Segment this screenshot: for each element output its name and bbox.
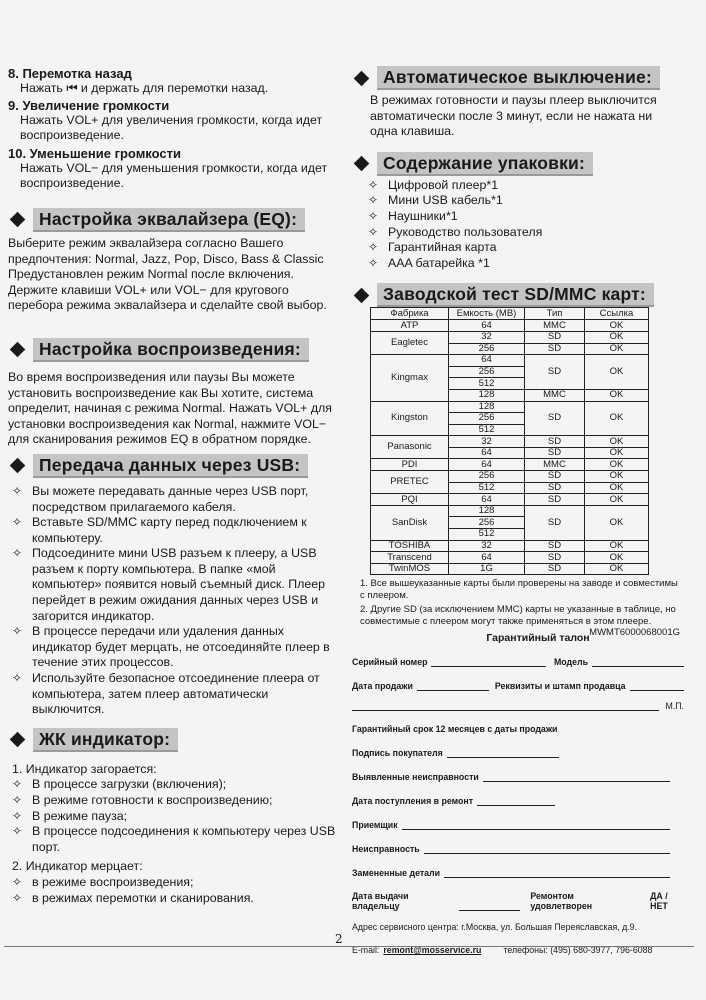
status-cell: OK (585, 563, 649, 575)
column-header: Фабрика (371, 308, 449, 320)
table-row (371, 401, 649, 413)
playback-heading (8, 338, 340, 362)
sparkle-bullet-icon: ✧ (12, 515, 23, 530)
status-cell: OK (585, 343, 649, 355)
capacity-cell: 128 (449, 401, 525, 413)
lcd-point-2: 2. Индикатор мерцает: (12, 859, 143, 874)
capacity-cell: 64 (449, 447, 525, 459)
factory-cell: TwinMOS (371, 563, 449, 575)
factory-cell: Kingmax (371, 355, 449, 401)
parts-label: Замененные детали (352, 868, 441, 878)
factory-cell: Transcend (371, 552, 449, 564)
list-item: ✧ Вставьте SD/MMC карту перед подключением к компьютеру. (12, 515, 307, 545)
diamond-bullet-icon (10, 732, 26, 748)
email-label: E-mail: (352, 945, 380, 955)
defects-label: Выявленные неисправности (352, 772, 479, 782)
sparkle-bullet-icon: ✧ (12, 546, 23, 561)
sparkle-bullet-icon: ✧ (12, 890, 23, 905)
sparkle-bullet-icon: ✧ (368, 240, 379, 255)
receiver-label: Приемщик (352, 820, 398, 830)
capacity-cell: 64 (449, 494, 525, 506)
yes-no-label: ДА /НЕТ (650, 891, 668, 911)
serial-label: Серийный номер (352, 657, 428, 667)
column-header: Тип (525, 308, 585, 320)
model-label: Модель (553, 657, 588, 667)
warranty-row-receiver (352, 819, 684, 830)
diamond-bullet-icon (10, 342, 26, 358)
table-row (371, 505, 649, 517)
capacity-cell: 128 (449, 389, 525, 401)
lcd-list-2 (8, 875, 340, 906)
sparkle-bullet-icon: ✧ (12, 483, 23, 498)
capacity-cell: 128 (449, 505, 525, 517)
list-item: ✧ Цифровой плеер*1 (368, 177, 499, 192)
capacity-cell: 512 (449, 482, 525, 494)
receiver-field[interactable] (402, 819, 670, 830)
type-cell: SD (525, 436, 585, 448)
list-item: ✧ В режиме пауза; (12, 808, 128, 823)
status-cell: OK (585, 459, 649, 471)
type-cell: SD (525, 355, 585, 390)
seller-field[interactable] (630, 680, 684, 691)
status-cell: OK (585, 494, 649, 506)
fault-label: Неисправность (352, 844, 420, 854)
warranty-row-repair (352, 795, 684, 806)
sparkle-bullet-icon: ✧ (12, 671, 23, 686)
type-cell: SD (525, 563, 585, 575)
lcd-point-1: 1. Индикатор загорается: (12, 761, 157, 776)
capacity-cell: 1G (449, 563, 525, 575)
warranty-row-stamp (352, 700, 684, 711)
capacity-cell: 512 (449, 378, 525, 390)
vol-up-text: Нажать VOL+ для увеличения громкости, когда идет воспроизведение. (20, 112, 323, 143)
list-item: ✧ В режиме готовности к воспроизведению; (12, 793, 273, 807)
column-header: Емкость (MB) (449, 308, 525, 320)
type-cell: SD (525, 471, 585, 483)
type-cell: SD (525, 343, 585, 355)
rewind-title: 8. Перемотка назад (8, 66, 132, 81)
sparkle-bullet-icon: ✧ (368, 177, 379, 192)
status-cell: OK (585, 482, 649, 494)
card-table-body (371, 320, 649, 575)
table-row (371, 355, 649, 367)
factory-cell: SanDisk (371, 505, 449, 540)
type-cell: SD (525, 540, 585, 552)
sparkle-bullet-icon: ✧ (368, 193, 379, 208)
table-row (371, 436, 649, 448)
sparkle-bullet-icon: ✧ (368, 255, 379, 270)
type-cell: SD (525, 331, 585, 343)
warranty-row-buyer (352, 747, 684, 758)
playback-text: Во время воспроизведения или паузы Вы можете установить воспроизведение как Вы хотите, система определит, начиная с режима Normal. Нажать VOL+ для установки воспроизведения как Normal, нажмите VOL− для сканирования режимов EQ в обратном порядке. (8, 369, 332, 447)
factory-cell: PQI (371, 494, 449, 506)
status-cell: OK (585, 320, 649, 332)
table-header-row (371, 308, 649, 320)
vol-down-text: Нажать VOL− для уменьшения громкости, когда идет воспроизведение. (20, 160, 328, 191)
warranty-row-serial (352, 656, 684, 667)
package-heading (352, 152, 682, 176)
type-cell: SD (525, 552, 585, 564)
rewind-text: Нажать ⏮ и держать для перемотки назад. (20, 81, 269, 95)
warranty-row-fault (352, 843, 684, 854)
list-item: ✧ В процессе загрузки (включения); (12, 777, 227, 792)
usb-list (8, 484, 340, 718)
model-field[interactable] (592, 656, 684, 667)
cards-note-2: 2. Другие SD (за исключением MMC) карты не указанные в таблице, но совместимые с плеером могут также применяться в этом плеере. (360, 604, 676, 627)
type-cell: MMC (525, 320, 585, 332)
list-item: ✧ Наушники*1 (368, 208, 458, 223)
eq-heading (8, 208, 340, 232)
list-item: ✧ Гарантийная карта (368, 240, 497, 255)
fault-field[interactable] (424, 843, 670, 854)
type-cell: MMC (525, 459, 585, 471)
sale-date-label: Дата продажи (352, 681, 413, 691)
factory-cell: PDI (371, 459, 449, 471)
status-cell: OK (585, 447, 649, 459)
stamp-label: М.П. (665, 701, 684, 711)
table-row (371, 563, 649, 575)
eq-text: Выберите режим эквалайзера согласно Вашего предпочтения: Normal, Jazz, Pop, Disco, Bass & Classic Предустановлен режим Normal после включения. Держите клавиши VOL+ или VOL− для кругового перебора режима эквалайзера и сделайте свой выбор. (8, 235, 327, 313)
lcd-heading-text: ЖК индикатор: (33, 728, 178, 752)
warranty-term (352, 724, 684, 734)
cards-heading (352, 283, 682, 307)
sparkle-bullet-icon: ✧ (12, 793, 23, 807)
diamond-bullet-icon (354, 156, 370, 172)
status-cell: OK (585, 540, 649, 552)
seller-label: Реквизиты и штамп продавца (494, 681, 626, 691)
return-date-field[interactable] (459, 900, 521, 911)
table-row (371, 471, 649, 483)
table-row (371, 540, 649, 552)
sparkle-bullet-icon: ✧ (12, 777, 23, 792)
list-item: ✧ В процессе передачи или удаления данных индикатор будет мерцать, не отсоединяйте плеер в течение этих процессов. (12, 624, 330, 670)
footer-divider (4, 946, 694, 947)
list-item: ✧ Мини USB кабель*1 (368, 193, 503, 208)
autooff-heading-text: Автоматическое выключение: (377, 66, 660, 90)
type-cell: SD (525, 505, 585, 540)
serial-field[interactable] (431, 656, 545, 667)
capacity-cell: 64 (449, 355, 525, 367)
service-address-text: Адрес сервисного центра: г.Москва, ул. Большая Переяславская, д.9. (352, 922, 638, 932)
type-cell: SD (525, 482, 585, 494)
table-row (371, 459, 649, 471)
lcd-list-1 (8, 777, 340, 855)
vol-up-title: 9. Увеличение громкости (8, 97, 170, 113)
package-list (364, 178, 682, 272)
sparkle-bullet-icon: ✧ (368, 224, 379, 239)
sparkle-bullet-icon: ✧ (12, 874, 23, 889)
status-cell: OK (585, 471, 649, 483)
diamond-bullet-icon (354, 70, 370, 86)
table-row (371, 552, 649, 564)
capacity-cell: 64 (449, 552, 525, 564)
diamond-bullet-icon (10, 212, 26, 228)
capacity-cell: 256 (449, 517, 525, 529)
capacity-cell: 512 (449, 529, 525, 541)
term-text: Гарантийный срок 12 месяцев с даты продажи (352, 724, 558, 734)
type-cell: SD (525, 447, 585, 459)
capacity-cell: 256 (449, 413, 525, 425)
table-row (371, 331, 649, 343)
page-number: 2 (335, 932, 343, 946)
warranty-card (352, 632, 684, 968)
usb-heading (8, 454, 340, 478)
type-cell: MMC (525, 389, 585, 401)
sparkle-bullet-icon: ✧ (368, 208, 379, 223)
list-item: ✧ Используйте безопасное отсоединение плеера от компьютера, затем плеер автоматически выключится. (12, 671, 320, 717)
list-item: ✧ в режиме воспроизведения; (12, 874, 194, 889)
diamond-bullet-icon (354, 288, 370, 304)
sparkle-bullet-icon: ✧ (12, 824, 23, 839)
warranty-row-sale (352, 680, 684, 691)
status-cell: OK (585, 331, 649, 343)
status-cell: OK (585, 552, 649, 564)
sale-date-field[interactable] (417, 680, 489, 691)
document-code: MWMT6000068001G (589, 627, 680, 639)
warranty-row-parts (352, 867, 684, 878)
warranty-row-defects (352, 771, 684, 782)
column-header: Ссылка (585, 308, 649, 320)
repair-date-field[interactable] (477, 795, 555, 806)
cards-heading-text: Заводской тест SD/MMC карт: (377, 283, 654, 307)
factory-cell: TOSHIBA (371, 540, 449, 552)
autooff-heading (352, 66, 682, 90)
defects-field[interactable] (483, 771, 670, 782)
package-heading-text: Содержание упаковки: (377, 152, 593, 176)
table-row (371, 320, 649, 332)
list-item: ✧ Руководство пользователя (368, 224, 543, 239)
capacity-cell: 256 (449, 471, 525, 483)
stamp-field[interactable] (352, 700, 659, 711)
status-cell: OK (585, 355, 649, 390)
status-cell: OK (585, 401, 649, 436)
repair-date-label: Дата поступления в ремонт (352, 796, 474, 806)
status-cell: OK (585, 389, 649, 401)
buyer-sign-label: Подпись покупателя (352, 748, 443, 758)
factory-cell: PRETEC (371, 471, 449, 494)
table-row (371, 494, 649, 506)
type-cell: SD (525, 494, 585, 506)
sparkle-bullet-icon: ✧ (12, 624, 23, 639)
list-item: ✧ Подсоедините мини USB разъем к плееру, а USB разъем к порту компьютера. В папке «мой компьютер» появится новый съемный диск. Плеер перейдет в режим ожидания данных через USB и загорится индикатор. (12, 546, 326, 623)
service-address (352, 922, 684, 932)
cards-note-1: 1. Все вышеуказанные карты были проверены на заводе и совместимы с плеером. (360, 578, 678, 601)
return-date-label: Дата выдачи владельцу (352, 891, 409, 911)
capacity-cell: 256 (449, 343, 525, 355)
left-column (8, 66, 340, 906)
sd-mmc-card-table (370, 307, 649, 575)
email-link[interactable]: remont@mosservice.ru (383, 945, 482, 955)
right-column (352, 66, 682, 639)
autooff-text: В режимах готовности и паузы плеер выключится автоматически после 3 минут, если не нажата ни одна клавиша. (370, 93, 657, 139)
factory-cell: Kingston (371, 401, 449, 436)
warranty-row-return (352, 891, 684, 911)
warranty-title: Гарантийный талон (486, 632, 590, 644)
capacity-cell: 256 (449, 366, 525, 378)
capacity-cell: 32 (449, 540, 525, 552)
repair-ok-label: Ремонтом удовлетворен (530, 891, 593, 911)
capacity-cell: 64 (449, 459, 525, 471)
playback-heading-text: Настройка воспроизведения: (33, 338, 309, 362)
factory-cell: Panasonic (371, 436, 449, 459)
eq-heading-text: Настройка эквалайзера (EQ): (33, 208, 305, 232)
capacity-cell: 64 (449, 320, 525, 332)
capacity-cell: 32 (449, 331, 525, 343)
capacity-cell: 512 (449, 424, 525, 436)
diamond-bullet-icon (10, 458, 26, 474)
factory-cell: Eagletec (371, 331, 449, 354)
parts-field[interactable] (444, 867, 670, 878)
status-cell: OK (585, 436, 649, 448)
vol-down-title: 10. Уменьшение громкости (8, 145, 181, 161)
list-item: ✧ в режимах перемотки и сканирования. (12, 890, 254, 905)
list-item: ✧ AAA батарейка *1 (368, 255, 490, 270)
type-cell: SD (525, 401, 585, 436)
list-item: ✧ Вы можете передавать данные через USB порт, посредством прилагаемого кабеля. (12, 483, 309, 514)
phones-text: телефоны: (495) 680-3977, 796-6088 (503, 945, 653, 955)
buyer-sign-field[interactable] (447, 747, 559, 758)
list-item: ✧ В процессе подсоединения к компьютеру через USB порт. (12, 824, 336, 854)
sparkle-bullet-icon: ✧ (12, 808, 23, 823)
factory-cell: ATP (371, 320, 449, 332)
usb-heading-text: Передача данных через USB: (33, 454, 308, 478)
lcd-heading (8, 728, 340, 752)
status-cell: OK (585, 505, 649, 540)
capacity-cell: 32 (449, 436, 525, 448)
